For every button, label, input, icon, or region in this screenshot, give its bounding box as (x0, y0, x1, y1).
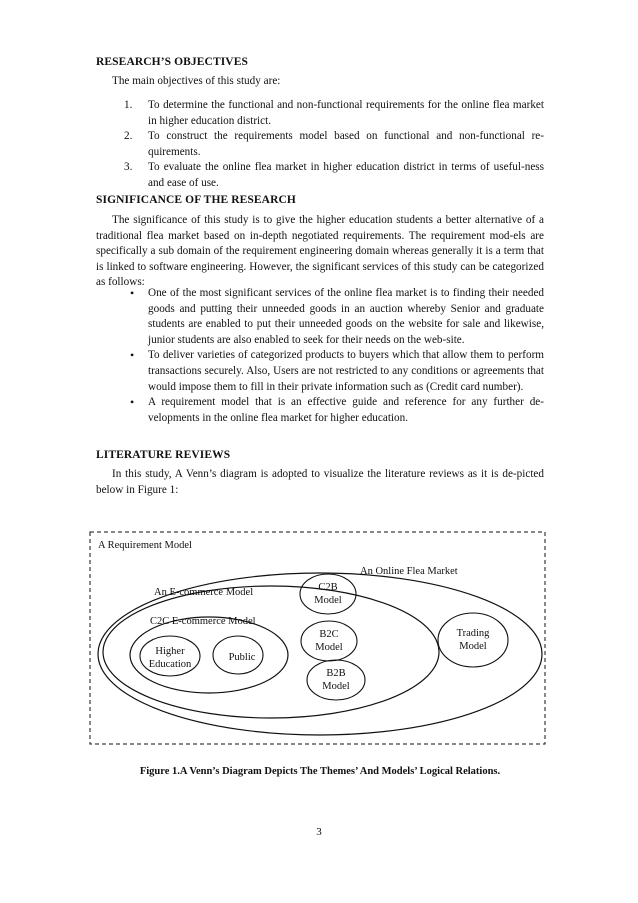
bullet-icon: • (130, 395, 135, 410)
b2c-circle (301, 621, 357, 661)
bullet-text: A requirement model that is an effective guide and reference for any further de-velopments in the online flea market for higher education. (148, 396, 544, 424)
ecommerce-model-ellipse (103, 586, 439, 718)
bullet-text: To deliver varieties of categorized products to buyers which that allow them to perform transactions securely. Also, Users are not restricted to any conditions or agreements that would impose them to fill in their private information such as (Credit card number). (148, 349, 544, 393)
literature-paragraph-text: In this study, A Venn’s diagram is adopted to visualize the literature reviews as it is de-picted below in Figure 1: (96, 468, 544, 496)
figure-caption: Figure 1.A Venn’s Diagram Depicts The Themes’ And Models’ Logical Relations. (139, 766, 501, 777)
objectives-intro (96, 74, 544, 90)
significance-list (124, 286, 544, 426)
objective-number: 1. (124, 99, 133, 111)
ecommerce-model-label: An E-commerce Model (154, 587, 254, 598)
objective-item (124, 98, 544, 129)
objective-text: To determine the functional and non-functional requirements for the online flea market in higher education district. (148, 99, 544, 127)
objective-number: 2. (124, 130, 133, 143)
objective-number: 3. (124, 161, 133, 174)
venn-diagram (88, 530, 548, 750)
bullet-icon: • (130, 286, 135, 300)
trading-model-label-1: Trading (456, 628, 490, 639)
bullet-icon: • (130, 348, 135, 363)
trading-model-label-2: Model (459, 641, 487, 652)
c2b-circle (300, 574, 356, 614)
trading-model-circle (438, 613, 508, 667)
objective-text: To evaluate the online flea market in higher education district in terms of useful-ness and ease of use. (148, 161, 544, 189)
significance-bullet (124, 395, 544, 426)
higher-education-label-1: Higher (155, 646, 185, 657)
c2c-model-ellipse (130, 617, 288, 693)
objective-item (124, 160, 544, 191)
b2b-circle (307, 660, 365, 700)
significance-bullet (124, 286, 544, 348)
objectives-list (124, 98, 544, 192)
objective-item (124, 129, 544, 160)
literature-paragraph (96, 467, 544, 498)
significance-paragraph (96, 213, 544, 291)
significance-heading: SIGNIFICANCE OF THE RESEARCH (96, 194, 296, 206)
b2c-label-2: Model (315, 642, 343, 653)
literature-heading: LITERATURE REVIEWS (96, 449, 231, 461)
bullet-text: One of the most significant services of the online flea market is to finding their needed goods and putting their unneeded goods in an auction whereby Senior and graduate students are enabled to put their unneeded goods on the website for sale and likewise, junior students are also enabled to seek for their needs on the web-site. (148, 287, 544, 346)
page-number: 3 (316, 826, 322, 838)
significance-paragraph-text: The significance of this study is to give the higher education students a better alternative of a traditional flea market based on in-depth negotiated requirements. The requirement mod-els are specifically a sub domain of the requirement engineering domain whereas generally it is a term that is linked to software engineering. However, the significant services of this study can be categorized as follows: (96, 214, 544, 289)
c2c-model-label: C2C E-commerce Model (150, 616, 256, 627)
objectives-heading: RESEARCH’S OBJECTIVES (96, 56, 248, 68)
objective-text: To construct the requirements model based on functional and non-functional re-quirements. (148, 130, 544, 158)
b2c-label-1: B2C (319, 629, 339, 640)
significance-bullet (124, 348, 544, 395)
c2b-label-2: Model (314, 595, 342, 606)
b2b-label-1: B2B (326, 668, 346, 679)
b2b-label-2: Model (322, 681, 350, 692)
c2b-label-1: C2B (318, 582, 338, 593)
objectives-intro-text: The main objectives of this study are: (112, 75, 281, 87)
higher-education-label-2: Education (148, 659, 192, 670)
public-label: Public (228, 652, 256, 663)
online-flea-market-label: An Online Flea Market (360, 566, 458, 577)
requirement-model-label: A Requirement Model (98, 540, 192, 551)
